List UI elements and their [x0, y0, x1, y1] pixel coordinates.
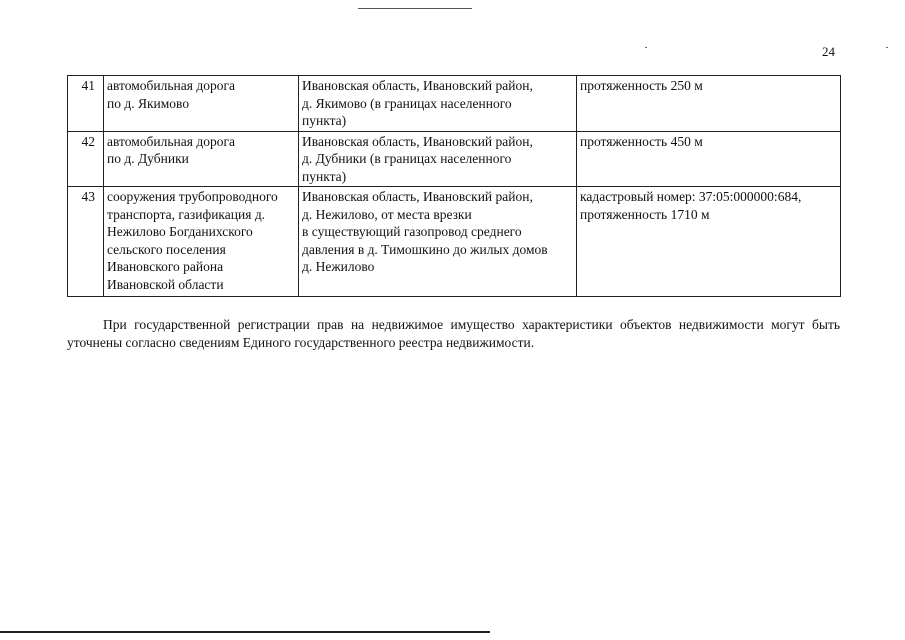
- row-number: 43: [68, 187, 104, 297]
- object-characteristics-line: протяженность 450 м: [580, 133, 703, 149]
- object-name-cell: [104, 76, 299, 132]
- object-location-line: в существующий газопровод среднего: [302, 224, 522, 239]
- object-name-line: автомобильная дорога: [107, 78, 235, 93]
- object-location-line: Ивановская область, Ивановский район,: [302, 78, 533, 93]
- object-name-cell: [104, 187, 299, 297]
- object-location-line: д. Дубники (в границах населенного: [302, 151, 512, 166]
- objects-table: [67, 75, 841, 297]
- object-name-line: сооружения трубопроводного: [107, 189, 278, 204]
- scan-artifact-speck: [645, 47, 647, 48]
- object-location-line: Ивановская область, Ивановский район,: [302, 189, 533, 204]
- object-name-line: по д. Якимово: [107, 95, 190, 111]
- row-number: 42: [68, 131, 104, 187]
- object-location-line: д. Нежилово, от места врезки: [302, 206, 472, 222]
- object-location-line: д. Нежилово: [302, 259, 375, 274]
- scan-artifact-speck: [886, 47, 888, 48]
- object-name-cell: [104, 131, 299, 187]
- object-location-line: пункта): [302, 168, 347, 184]
- page-number: 24: [822, 44, 835, 59]
- object-location-cell: [299, 131, 577, 187]
- row-number: 41: [68, 76, 104, 132]
- object-location-line: д. Якимово (в границах населенного: [302, 95, 512, 111]
- object-name-line: сельского поселения: [107, 241, 226, 257]
- object-name-line: по д. Дубники: [107, 151, 189, 166]
- table-row: [68, 76, 841, 132]
- object-location-cell: [299, 76, 577, 132]
- scan-artifact-line-top: [358, 8, 472, 9]
- object-location-cell: [299, 187, 577, 297]
- object-location-line: Ивановская область, Ивановский район,: [302, 133, 533, 149]
- table-row: [68, 187, 841, 297]
- scan-artifact-line-bottom: [0, 631, 490, 633]
- object-location-line: пункта): [302, 113, 347, 128]
- object-name-line: автомобильная дорога: [107, 133, 235, 149]
- object-characteristics-cell: [577, 187, 841, 297]
- table-row: [68, 131, 841, 187]
- registration-note: При государственной регистрации прав на недвижимое имущество характеристики объектов недвижимости могут быть уточнены согласно сведениям Единого государственного реестра недвижимости.: [67, 317, 840, 350]
- object-name-line: Нежилово Богданихского: [107, 224, 253, 239]
- object-characteristics-line: кадастровый номер: 37:05:000000:684,: [580, 189, 802, 204]
- object-location-line: давления в д. Тимошкино до жилых домов: [302, 241, 548, 257]
- object-name-line: Ивановской области: [107, 276, 224, 292]
- objects-table-body: [68, 76, 841, 297]
- object-characteristics-cell: [577, 131, 841, 187]
- object-characteristics-line: протяженность 1710 м: [580, 206, 710, 222]
- object-characteristics-cell: [577, 76, 841, 132]
- object-name-line: транспорта, газификация д.: [107, 206, 266, 222]
- object-name-line: Ивановского района: [107, 259, 224, 274]
- object-characteristics-line: протяженность 250 м: [580, 78, 703, 93]
